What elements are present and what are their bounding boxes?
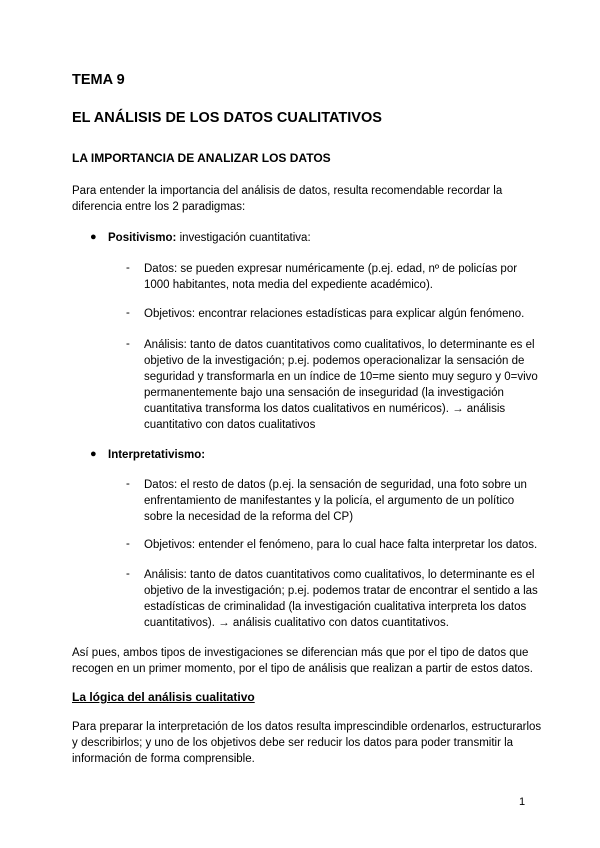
item-line: cuantitativo con datos cualitativos [144, 419, 316, 431]
item-line: Datos: se pueden expresar numéricamente (p.ej. edad, nº de policías por [144, 263, 518, 275]
item-line: 1000 habitantes, nota media del expediente académico). [144, 279, 433, 291]
item-line: Objetivos: entender el fenómeno, para lo cual hace falta interpretar los datos. [144, 539, 538, 551]
final-line: Para preparar la interpretación de los datos resulta imprescindible ordenarlos, estructurarlos [72, 721, 542, 733]
item-line: Análisis: tanto de datos cuantitativos como cualitativos, lo determinante es el [144, 569, 535, 581]
section-heading: LA IMPORTANCIA DE ANALIZAR LOS DATOS [72, 151, 331, 165]
bullet-text [108, 229, 311, 247]
dash-marker: - [126, 338, 130, 350]
bullet-label: Positivismo: [108, 232, 177, 244]
page-number: 1 [519, 796, 526, 808]
item-line: estadísticas de criminalidad (la investigación cualitativa interpreta los datos [144, 601, 527, 613]
item-line: permanentemente bajo una sensación de inseguridad (la investigación [144, 387, 504, 399]
item-line: objetivo de la investigación; p.ej. podemos operacionalizar la sensación de [144, 355, 525, 367]
dash-marker: - [126, 538, 130, 550]
item-line: seguridad y transformarla en un índice de 10=me siento muy seguro y 0=vivo [144, 371, 538, 383]
subsection-heading: La lógica del análisis cualitativo [72, 690, 255, 704]
final-line: información de forma comprensible. [72, 753, 255, 765]
dash-marker: - [126, 478, 130, 490]
bullet-icon: ● [90, 448, 97, 460]
intro-line: diferencia entre los 2 paradigmas: [72, 201, 246, 213]
item-line: Datos: el resto de datos (p.ej. la sensación de seguridad, una foto sobre un [144, 479, 527, 491]
item-line: Objetivos: encontrar relaciones estadísticas para explicar algún fenómeno. [144, 308, 525, 320]
dash-marker: - [126, 307, 130, 319]
item-line: Análisis: tanto de datos cuantitativos como cualitativos, lo determinante es el [144, 339, 535, 351]
item-line: sobre la necesidad de la reforma del CP) [144, 511, 354, 523]
item-line: enfrentamiento de manifestantes y la policía, el argumento de un político [144, 495, 515, 507]
conclusion-line: recogen en un primer momento, por el tipo de análisis que realizan a partir de estos datos. [72, 663, 533, 675]
item-line: objetivo de la investigación; p.ej. podemos tratar de encontrar el sentido a las [144, 585, 538, 597]
final-line: y describirlos; y uno de los objetivos debe ser reducir los datos para poder transmitir la [72, 737, 514, 749]
tema-heading: TEMA 9 [72, 72, 125, 88]
dash-marker: - [126, 262, 130, 274]
item-line: cuantitativos). → análisis cualitativo con datos cuantitativos. [144, 617, 449, 629]
bullet-text [108, 446, 205, 464]
dash-marker: - [126, 568, 130, 580]
page-title: EL ANÁLISIS DE LOS DATOS CUALITATIVOS [72, 110, 382, 126]
bullet-label: Interpretativismo: [108, 449, 206, 461]
bullet-icon: ● [90, 231, 97, 243]
item-line: cuantitativa transforma los datos cualitativos en numéricos). → análisis [144, 403, 506, 415]
bullet-desc: investigación cuantitativa: [176, 232, 311, 244]
intro-line: Para entender la importancia del análisis de datos, resulta recomendable recordar la [72, 185, 503, 197]
conclusion-line: Así pues, ambos tipos de investigaciones se diferencian más que por el tipo de datos que [72, 647, 529, 659]
